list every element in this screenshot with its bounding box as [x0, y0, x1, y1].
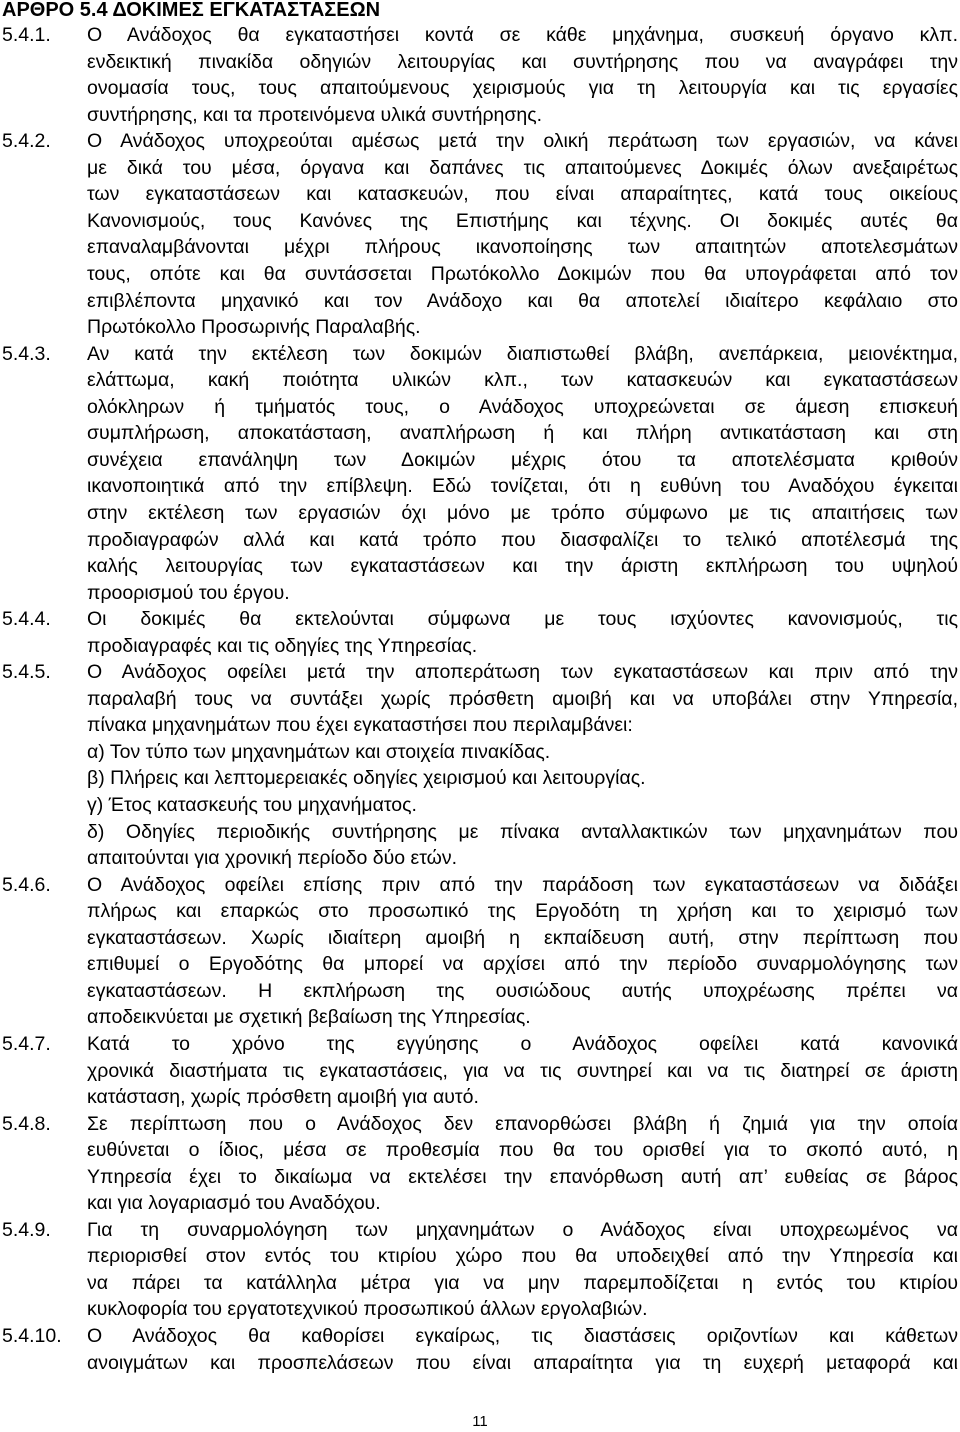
text-line	[0, 951, 960, 977]
clause-text: Ο Ανάδοχος θα καθορίσει εγκαίρως, τις διαστάσεις οριζοντίων και κάθετων	[87, 1325, 958, 1347]
text-line	[0, 739, 960, 765]
clause-text: προορισμού του έργου.	[87, 581, 290, 604]
clause-text: ολόκληρων ή τμήματός τους, ο Ανάδοχος υποχρεώνεται σε άμεση επισκευή	[87, 395, 958, 418]
article-heading: ΑΡΘΡΟ 5.4 ΔΟΚΙΜΕΣ ΕΓΚΑΤΑΣΤΑΣΕΩΝ	[2, 0, 381, 21]
text-line	[0, 102, 960, 128]
text-line	[0, 1323, 960, 1349]
text-line	[0, 659, 960, 685]
text-line	[0, 1243, 960, 1269]
text-line	[0, 872, 960, 898]
clause-text: συνέχεια επανάληψη των Δοκιμών μέχρις ότου τα αποτελέσματα κριθούν	[87, 448, 958, 471]
clause-text: συμπλήρωση, αποκατάσταση, αναπλήρωση ή και πλήρη αντικατάσταση και στη	[87, 422, 958, 445]
clause-number: 5.4.4.	[2, 608, 51, 631]
text-line	[0, 1004, 960, 1030]
text-line	[0, 1031, 960, 1057]
clause-text: Ο Ανάδοχος οφείλει μετά την αποπεράτωση των εγκαταστάσεων και πριν από την	[87, 661, 958, 684]
text-line	[0, 1270, 960, 1296]
clause-text: ονομασία τους, τους απαιτούμενους χειρισμούς για τη λειτουργία και τις εργασίες	[87, 77, 958, 100]
clause-text: Ο Ανάδοχος υποχρεούται αμέσως μετά την ολική περάτωση των εργασιών, να κάνει	[87, 130, 958, 153]
text-line	[0, 447, 960, 473]
clause-text: πλήρως και επαρκώς στο προσωπικό της Εργοδότη τη χρήση και το χειρισμό των	[87, 900, 958, 923]
text-line	[0, 1217, 960, 1243]
text-line	[0, 473, 960, 499]
text-line	[0, 1164, 960, 1190]
text-line	[0, 367, 960, 393]
page-number: 11	[472, 1413, 488, 1430]
text-line	[0, 1190, 960, 1216]
text-line	[0, 341, 960, 367]
clause-number: 5.4.10.	[2, 1325, 62, 1347]
text-line	[0, 75, 960, 101]
text-line	[0, 261, 960, 287]
clause-text: με δικά του μέσα, όργανα και δαπάνες τις απαιτούμενες Δοκιμές όλων ανεξαιρέτως	[87, 156, 958, 179]
clause-text: Ο Ανάδοχος οφείλει επίσης πριν από την παράδοση των εγκαταστάσεων να διδάξει	[87, 873, 958, 896]
text-line	[0, 1350, 960, 1376]
text-line	[0, 128, 960, 154]
text-line	[0, 765, 960, 791]
clause-text: Αν κατά την εκτέλεση των δοκιμών διαπιστωθεί βλάβη, ανεπάρκεια, μειονέκτημα,	[87, 342, 958, 365]
clause-text: και για λογαριασμό του Αναδόχου.	[87, 1192, 381, 1215]
clause-text: επιθυμεί ο Εργοδότης θα μπορεί να αρχίσει από την περίοδο συναρμολόγησης των	[87, 953, 958, 976]
text-line	[0, 1084, 960, 1110]
clause-text: καλής λειτουργίας των εγκαταστάσεων και την άριστη εκπλήρωση του υψηλού	[87, 555, 958, 577]
text-line	[0, 819, 960, 845]
text-line	[0, 898, 960, 924]
text-line	[0, 633, 960, 659]
clause-number: 5.4.6.	[2, 873, 51, 896]
clause-text: περιορισθεί στον εντός του κτιρίου χώρο που θα υποδειχθεί από την Υπηρεσία και	[87, 1245, 958, 1268]
text-line	[0, 394, 960, 420]
clause-text: αποδεικνύεται με σχετική βεβαίωση της Υπηρεσίας.	[87, 1006, 531, 1029]
clause-text: προδιαγραφών αλλά και κατά τρόπο που διασφαλίζει το τελικό αποτέλεσμά της	[87, 528, 958, 551]
text-line	[0, 1058, 960, 1084]
text-line	[0, 978, 960, 1004]
text-line	[0, 1137, 960, 1163]
clause-text: κατάσταση, χωρίς πρόσθετη αμοιβή για αυτό.	[87, 1086, 479, 1108]
clause-text: παραλαβή τους να συντάξει χωρίς πρόσθετη αμοιβή και να υποβάλει στην Υπηρεσία,	[87, 687, 958, 710]
clause-text: πίνακα μηχανημάτων που έχει εγκαταστήσει που περιλαμβάνει:	[87, 714, 633, 737]
text-line	[0, 527, 960, 553]
text-line	[0, 208, 960, 234]
clause-text: χρονικά διαστήματα τις εγκαταστάσεις, για να τις συντηρεί και να τις διατηρεί σε άριστη	[87, 1059, 958, 1082]
clause-text: ανοιγμάτων και προσπελάσεων που είναι απαραίτητα για τη ευχερή μεταφορά και	[87, 1351, 958, 1374]
clause-text: συντήρησης, και τα προτεινόμενα υλικά συντήρησης.	[87, 103, 543, 126]
clause-text: Ο Ανάδοχος θα εγκαταστήσει κοντά σε κάθε μηχάνημα, συσκευή όργανο κλπ.	[87, 24, 958, 46]
text-line	[0, 155, 960, 181]
clause-text: Σε περίπτωση που ο Ανάδοχος δεν επανορθώσει βλάβη ή ζημιά για την οποία	[87, 1112, 958, 1135]
clause-text: Κανονισμούς, τους Κανόνες της Επιστήμης και τέχνης. Οι δοκιμές αυτές θα	[87, 209, 958, 232]
clause-text: ελάττωμα, κακή ποιότητα υλικών κλπ., των κατασκευών και εγκαταστάσεων	[87, 369, 958, 392]
text-line	[0, 288, 960, 314]
clause-text: κυκλοφορία του εργατοτεχνικού προσωπικού άλλων εργολαβιών.	[87, 1298, 648, 1321]
text-line	[0, 234, 960, 260]
clause-text: γ) Έτος κατασκευής του μηχανήματος.	[87, 794, 417, 816]
clause-text: να πάρει τα κατάλληλα μέτρα για να μην παρεμποδίζεται η εντός του κτιρίου	[87, 1271, 958, 1294]
text-line	[0, 1111, 960, 1137]
clause-text: στην εκτέλεση των εργασιών όχι μόνο με τρόπο σύμφωνο με τις απαιτήσεις των	[87, 501, 958, 524]
clause-text: ικανοποιητικά από την επίβλεψη. Εδώ τονίζεται, ότι η ευθύνη του Αναδόχου έγκειται	[87, 475, 958, 498]
clause-text: εγκαταστάσεων. Χωρίς ιδιαίτερη αμοιβή η εκπαίδευση αυτή, στην περίπτωση που	[87, 926, 958, 949]
clause-number: 5.4.8.	[2, 1112, 51, 1135]
clause-text: Κατά το χρόνο της εγγύησης ο Ανάδοχος οφείλει κατά κανονικά	[87, 1032, 958, 1055]
text-line	[0, 606, 960, 632]
text-line	[0, 500, 960, 526]
text-line	[0, 792, 960, 818]
clause-text: απαιτούνται για χρονική περίοδο δύο ετών.	[87, 847, 458, 870]
clause-number: 5.4.1.	[2, 24, 51, 46]
clause-text: ενδεικτική πινακίδα οδηγιών λειτουργίας και συντήρησης που να αναγράφει την	[87, 50, 958, 73]
text-line	[0, 553, 960, 579]
text-line	[0, 686, 960, 712]
text-line	[0, 22, 960, 48]
clause-text: των εγκαταστάσεων και κατασκευών, που είναι απαραίτητες, κατά τους οικείους	[87, 183, 958, 206]
clause-text: επαναλαμβάνονται μέχρι πλήρους ικανοποίησης των απαιτητών αποτελεσμάτων	[87, 236, 958, 259]
text-line	[0, 49, 960, 75]
clause-number: 5.4.9.	[2, 1218, 51, 1241]
clause-text: δ) Οδηγίες περιοδικής συντήρησης με πίνακα ανταλλακτικών των μηχανημάτων που	[87, 820, 958, 843]
clause-number: 5.4.7.	[2, 1032, 51, 1055]
clause-text: επιβλέποντα μηχανικό και τον Ανάδοχο και θα αποτελεί ιδιαίτερο κεφάλαιο στο	[87, 289, 958, 312]
text-line	[0, 314, 960, 340]
text-line	[0, 420, 960, 446]
clause-text: εγκαταστάσεων. Η εκπλήρωση της ουσιώδους αυτής υποχρέωσης πρέπει να	[87, 979, 958, 1002]
clause-text: Υπηρεσία έχει το δικαίωμα να εκτελέσει την επανόρθωση αυτή απ’ ευθείας σε βάρος	[87, 1165, 958, 1188]
clause-text: Για τη συναρμολόγηση των μηχανημάτων ο Ανάδοχος είναι υποχρεωμένος να	[87, 1218, 958, 1241]
clause-text: Πρωτόκολλο Προσωρινής Παραλαβής.	[87, 316, 421, 339]
text-line	[0, 181, 960, 207]
clause-text: τους, οπότε και θα συντάσσεται Πρωτόκολλο Δοκιμών που θα υπογράφεται από τον	[87, 263, 958, 285]
clause-number: 5.4.2.	[2, 130, 51, 153]
clause-text: ευθύνεται ο ίδιος, μέσα σε προθεσμία που θα του ορισθεί για το σκοπό αυτό, η	[87, 1139, 958, 1162]
clause-text: Οι δοκιμές θα εκτελούνται σύμφωνα με τους ισχύοντες κανονισμούς, τις	[87, 608, 958, 631]
clause-text: προδιαγραφές και τις οδηγίες της Υπηρεσίας.	[87, 634, 478, 657]
text-line	[0, 1296, 960, 1322]
clause-text: α) Τον τύπο των μηχανημάτων και στοιχεία πινακίδας.	[87, 740, 551, 763]
clause-number: 5.4.5.	[2, 661, 51, 684]
text-line	[0, 925, 960, 951]
clause-number: 5.4.3.	[2, 342, 51, 365]
clause-text: β) Πλήρεις και λεπτομερειακές οδηγίες χειρισμού και λειτουργίας.	[87, 767, 646, 790]
text-line	[0, 712, 960, 738]
text-line	[0, 845, 960, 871]
text-line	[0, 580, 960, 606]
